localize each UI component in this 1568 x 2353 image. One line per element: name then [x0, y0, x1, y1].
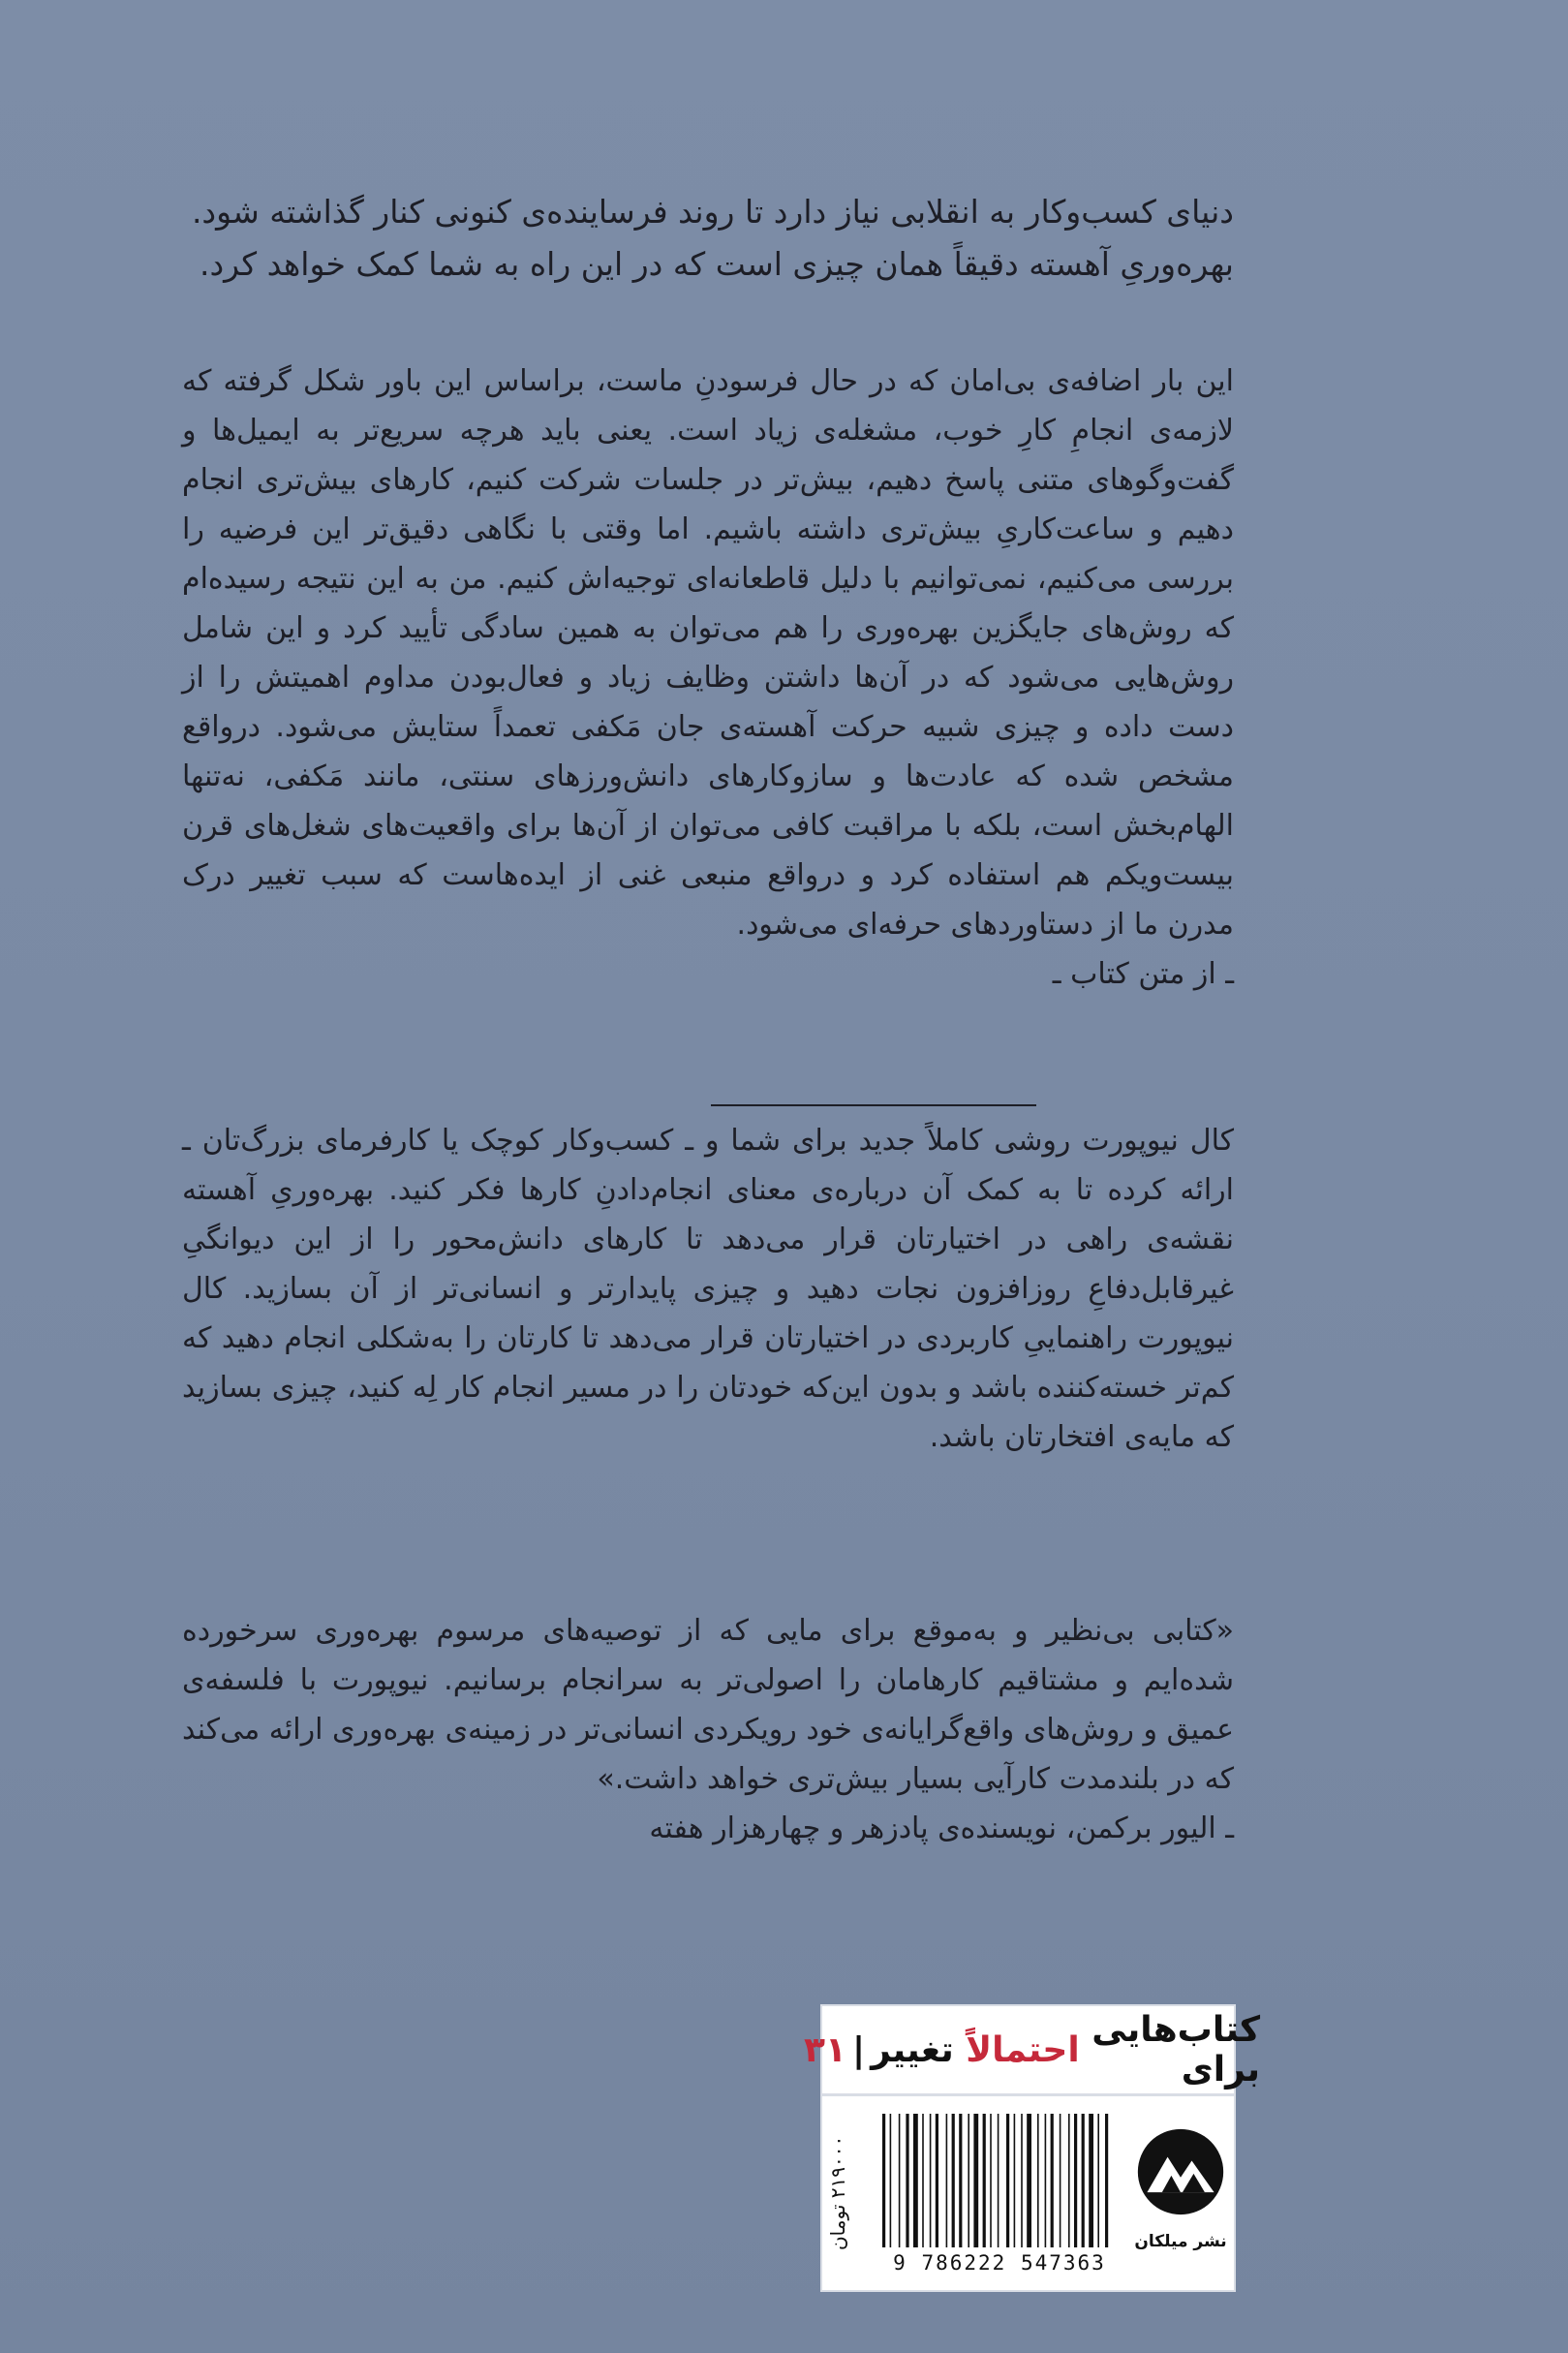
barcode-bar: [1105, 2114, 1108, 2247]
series-accent: احتمالاً: [966, 2029, 1080, 2070]
series-label: کتاب‌هایی برای احتمالاً تغییر | ۳۱: [820, 2004, 1236, 2095]
barcode-bar: [973, 2114, 978, 2247]
description-paragraph: [182, 1116, 1234, 1462]
barcode-bar: [1089, 2114, 1093, 2247]
description-text: کال نیوپورت روشی کاملاً جدید برای شما و ـ کسب‌وکار کوچک یا کارفرمای بزرگ‌تان ـ ارائه کرده تا به کمک آن درباره‌ی معنای انجام‌دادنِ کارها فکر کنید. بهره‌وریِ آهسته نقشه‌ی راهی در اختیارتان قرار می‌دهد تا کارهای دانش‌محور را از این دیوانگیِ غیرقابل‌دفاعِ روزافزون نجات دهید و چیزی پایدارتر و انسانی‌تر از آن بسازید. کال نیوپورت راهنماییِ کاربردی در اختیارتان قرار می‌دهد تا کارتان را به‌شکلی انجام دهید که کم‌تر خسته‌کننده باشد و بدون این‌که خودتان را در مسیر انجام کار لِه کنید، چیزی بسازید که مایه‌ی افتخارتان باشد.: [182, 1124, 1234, 1454]
barcode-bar: [983, 2114, 986, 2247]
excerpt-text: این بار اضافه‌ی بی‌امان که در حال فرسودنِ ماست، براساس این باور شکل گرفته که لازمه‌ی انجامِ کارِ خوب، مشغله‌ی زیاد است. یعنی باید هرچه سریع‌تر به ایمیل‌ها و گفت‌وگوهای متنی پاسخ دهیم، بیش‌تر در جلسات شرکت کنیم، کارهای بیش‌تری انجام دهیم و ساعت‌کاریِ بیش‌تری داشته باشیم. اما وقتی با نگاهی دقیق‌تر این فرضیه را بررسی می‌کنیم، نمی‌توانیم با دلیل قاطعانه‌ای توجیه‌اش کنیم. من به این نتیجه رسیده‌ام که روش‌های جایگزین بهره‌وری را هم می‌توان به همین سادگی تأیید کرد و این شامل روش‌هایی می‌شود که در آن‌ها داشتن وظایف زیاد و فعال‌بودن مداوم اهمیتش را از دست داده و چیزی شبیه حرکت آهسته‌ی جان مَکفی تعمداً ستایش می‌شود. درواقع مشخص شده که عادت‌ها و سازوکارهای دانش‌ورزهای سنتی، مانند مَکفی، نه‌تنها الهام‌بخش است، بلکه با مراقبت کافی می‌توان از آن‌ها برای واقعیت‌های شغل‌های قرن بیست‌ویکم هم استفاده کرد و درواقع منبعی غنی از ایده‌هاست که سبب تغییر درک مدرن ما از دستاوردهای حرفه‌ای می‌شود.: [182, 364, 1234, 942]
barcode-bar: [936, 2114, 938, 2247]
isbn-number: 9 786222 547363: [893, 2251, 1106, 2275]
review-attribution: ـ الیور برکمن، نویسنده‌ی پادزهر و چهارهزار هفته: [649, 1811, 1234, 1845]
excerpt-paragraph: [182, 356, 1234, 999]
series-number: ۳۱: [803, 2029, 846, 2070]
review-quote: «کتابی بی‌نظیر و به‌موقع برای مایی که از توصیه‌های مرسوم بهره‌وری سرخورده شده‌ایم و مشتاقیم کارهامان را اصولی‌تر به سرانجام برسانیم. نیوپورت با فلسفه‌ی عمیق و روش‌های واقع‌گرایانه‌ی خود رویکردی انسانی‌تر در زمینه‌ی بهره‌وری ارائه می‌کند که در بلندمدت کارآیی بسیار بیش‌تری خواهد داشت.»: [182, 1614, 1234, 1796]
price-label: ۲۱۹۰۰۰ تومان: [826, 2135, 849, 2251]
series-suffix: تغییر: [871, 2029, 954, 2070]
barcode-panel: [820, 2094, 1236, 2292]
section-divider: [711, 1104, 1036, 1106]
barcode-bar: [1045, 2114, 1047, 2247]
review-paragraph: [182, 1606, 1234, 1853]
barcode-bar: [922, 2114, 924, 2247]
barcode-bar: [890, 2114, 892, 2247]
barcode-bar: [899, 2114, 901, 2247]
publisher-name: نشر میلکان: [1134, 2232, 1227, 2251]
barcode-bar: [1060, 2114, 1061, 2247]
barcode-bar: [1027, 2114, 1031, 2247]
intro-line-1: دنیای کسب‌وکار به انقلابی نیاز دارد تا روند فرساینده‌ی کنونی کنار گذاشته شود.: [191, 193, 1234, 231]
publisher-logo-icon: [1134, 2125, 1227, 2218]
barcode-bar: [1014, 2114, 1016, 2247]
barcode-bar: [952, 2114, 955, 2247]
barcode-bar: [1051, 2114, 1054, 2247]
barcode-bar: [968, 2114, 969, 2247]
barcode-bar: [930, 2114, 932, 2247]
barcode-bar: [913, 2114, 918, 2247]
barcode-bar: [1082, 2114, 1085, 2247]
barcode-bar: [959, 2114, 962, 2247]
barcode-bar: [1068, 2114, 1070, 2247]
barcode-bar: [1074, 2114, 1077, 2247]
series-prefix: کتاب‌هایی برای: [1091, 2010, 1261, 2090]
barcode-bar: [1021, 2114, 1023, 2247]
barcode-bar: [990, 2114, 992, 2247]
barcode-bar: [882, 2114, 885, 2247]
barcode-bar: [1037, 2114, 1039, 2247]
intro-line-2: بهره‌وریِ آهسته دقیقاً همان چیزی است که در این راه به شما کمک خواهد کرد.: [199, 245, 1234, 283]
barcode-bar: [906, 2114, 908, 2247]
excerpt-source: ـ از متن کتاب ـ: [1052, 957, 1234, 991]
barcode-bar: [946, 2114, 948, 2247]
intro-paragraph: [182, 186, 1234, 291]
barcode-graphic: [878, 2114, 1121, 2247]
barcode-bar: [1097, 2114, 1099, 2247]
barcode-bar: [1006, 2114, 1009, 2247]
barcode-bar: [998, 2114, 999, 2247]
